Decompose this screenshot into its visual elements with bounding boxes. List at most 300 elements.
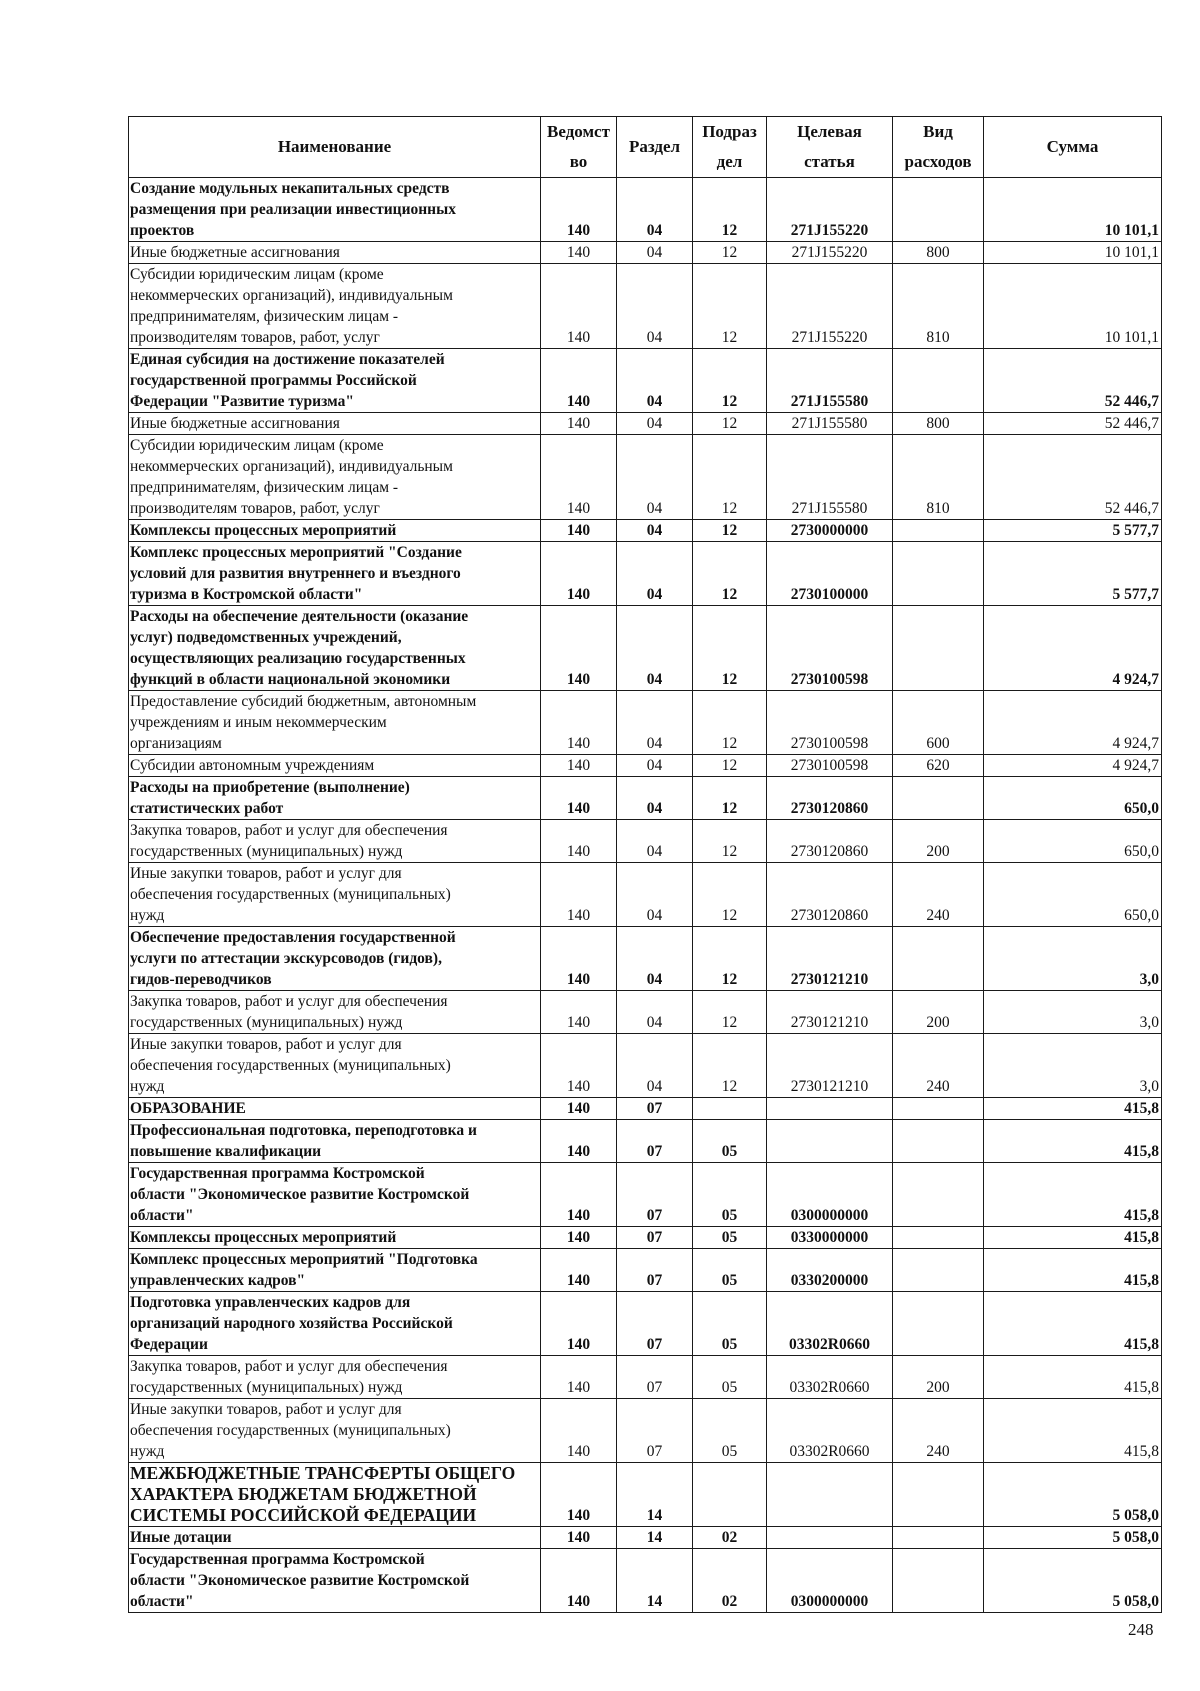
cell-section: 04: [617, 242, 693, 264]
cell-name: [129, 777, 541, 820]
cell-name-line: Федерации "Развитие туризма": [130, 393, 354, 410]
table-row: [129, 520, 1162, 542]
cell-amount: 4 924,7: [984, 755, 1162, 777]
cell-amount: 10 101,1: [984, 178, 1162, 242]
cell-name-line: предпринимателям, физическим лицам -: [130, 308, 399, 325]
cell-subsection: 12: [693, 1034, 767, 1098]
cell-name: [129, 1399, 541, 1463]
cell-name-line: повышение квалификации: [130, 1143, 322, 1160]
cell-target-article: 2730100598: [767, 691, 893, 755]
cell-name-line: Профессиональная подготовка, переподготовка и: [130, 1122, 477, 1139]
table-row: [129, 1399, 1162, 1463]
cell-name-line: осуществляющих реализацию государственных: [130, 650, 466, 667]
table-row: [129, 755, 1162, 777]
header-expense-type: [893, 117, 984, 178]
cell-name: [129, 1292, 541, 1356]
cell-name: [129, 606, 541, 691]
cell-name: [129, 178, 541, 242]
table-row: [129, 691, 1162, 755]
cell-amount: 3,0: [984, 991, 1162, 1034]
table-row: [129, 1527, 1162, 1549]
cell-name-line: Закупка товаров, работ и услуг для обеспечения: [130, 1358, 448, 1375]
cell-section: 04: [617, 264, 693, 349]
cell-amount: 650,0: [984, 863, 1162, 927]
table-body: [129, 178, 1162, 1613]
cell-name: [129, 1034, 541, 1098]
cell-name-line: нужд: [130, 1443, 165, 1460]
cell-subsection: 05: [693, 1120, 767, 1163]
cell-target-article: 271J155580: [767, 349, 893, 413]
cell-amount: 415,8: [984, 1356, 1162, 1399]
cell-section: 14: [617, 1527, 693, 1549]
cell-name: [129, 413, 541, 435]
cell-amount: 52 446,7: [984, 435, 1162, 520]
table-row: [129, 542, 1162, 606]
cell-expense-type: [893, 542, 984, 606]
table-row: [129, 1356, 1162, 1399]
cell-name-line: государственных (муниципальных) нужд: [130, 843, 403, 860]
cell-department: 140: [541, 1249, 617, 1292]
cell-expense-type: 810: [893, 264, 984, 349]
cell-name-line: Единая субсидия на достижение показателей: [130, 351, 445, 368]
cell-section: 04: [617, 755, 693, 777]
cell-name: [129, 264, 541, 349]
cell-subsection: 05: [693, 1227, 767, 1249]
table-row: [129, 1034, 1162, 1098]
cell-department: 140: [541, 755, 617, 777]
cell-name-line: Субсидии автономным учреждениям: [130, 757, 375, 774]
cell-name-line: ХАРАКТЕРА БЮДЖЕТАМ БЮДЖЕТНОЙ: [130, 1484, 477, 1504]
cell-section: 07: [617, 1399, 693, 1463]
cell-amount: 10 101,1: [984, 264, 1162, 349]
cell-expense-type: 600: [893, 691, 984, 755]
cell-name: [129, 242, 541, 264]
cell-name-line: МЕЖБЮДЖЕТНЫЕ ТРАНСФЕРТЫ ОБЩЕГО: [130, 1463, 516, 1483]
table-row: [129, 1292, 1162, 1356]
cell-section: 04: [617, 927, 693, 991]
cell-name: [129, 1463, 541, 1527]
cell-amount: 3,0: [984, 1034, 1162, 1098]
cell-expense-type: 810: [893, 435, 984, 520]
cell-subsection: 12: [693, 264, 767, 349]
cell-name-line: Иные закупки товаров, работ и услуг для: [130, 1401, 402, 1418]
cell-name-line: услуги по аттестации экскурсоводов (гидов),: [130, 950, 442, 967]
cell-name-line: туризма в Костромской области": [130, 586, 363, 603]
table-row: [129, 1463, 1162, 1527]
cell-target-article: 271J155220: [767, 178, 893, 242]
cell-name-line: учреждениям и иным некоммерческим: [130, 714, 387, 731]
cell-name-line: области "Экономическое развитие Костромской: [130, 1572, 470, 1589]
cell-name-line: проектов: [130, 222, 195, 239]
header-name: [129, 117, 541, 178]
cell-name-line: СИСТЕМЫ РОССИЙСКОЙ ФЕДЕРАЦИИ: [130, 1505, 477, 1525]
table-row: [129, 435, 1162, 520]
table-row: [129, 349, 1162, 413]
cell-target-article: 03302R0660: [767, 1399, 893, 1463]
cell-expense-type: 200: [893, 820, 984, 863]
header-section-line: Раздел: [628, 137, 681, 156]
cell-name-line: государственных (муниципальных) нужд: [130, 1014, 403, 1031]
cell-name-line: управленческих кадров": [130, 1272, 306, 1289]
cell-name-line: нужд: [130, 907, 165, 924]
table-header-row: [129, 117, 1162, 178]
cell-name-line: условий для развития внутреннего и въездного: [130, 565, 461, 582]
cell-name: [129, 542, 541, 606]
cell-amount: 52 446,7: [984, 413, 1162, 435]
cell-subsection: [693, 1463, 767, 1527]
cell-department: 140: [541, 1549, 617, 1613]
cell-name-line: области "Экономическое развитие Костромской: [130, 1186, 470, 1203]
cell-department: 140: [541, 927, 617, 991]
header-department-line-1: Ведомст: [547, 122, 610, 141]
cell-section: 07: [617, 1227, 693, 1249]
page-number: 248: [1128, 1620, 1154, 1639]
cell-subsection: 12: [693, 435, 767, 520]
cell-name-line: Комплексы процессных мероприятий: [130, 1229, 397, 1246]
cell-section: 04: [617, 520, 693, 542]
cell-amount: 5 577,7: [984, 520, 1162, 542]
cell-target-article: 0330000000: [767, 1227, 893, 1249]
cell-name: [129, 1163, 541, 1227]
cell-name-line: Расходы на обеспечение деятельности (оказание: [130, 608, 469, 625]
cell-expense-type: 800: [893, 242, 984, 264]
cell-department: 140: [541, 520, 617, 542]
cell-subsection: 05: [693, 1356, 767, 1399]
cell-department: 140: [541, 413, 617, 435]
cell-target-article: 2730121210: [767, 991, 893, 1034]
header-subsection-line-2: дел: [716, 152, 743, 171]
header-amount-line: Сумма: [1046, 137, 1099, 156]
cell-amount: 415,8: [984, 1120, 1162, 1163]
cell-expense-type: [893, 606, 984, 691]
cell-section: 04: [617, 820, 693, 863]
cell-section: 07: [617, 1120, 693, 1163]
cell-section: 14: [617, 1463, 693, 1527]
cell-name-line: области": [130, 1593, 194, 1610]
cell-name-line: государственных (муниципальных) нужд: [130, 1379, 403, 1396]
header-name-line: Наименование: [277, 137, 392, 156]
cell-subsection: 12: [693, 691, 767, 755]
budget-table: [128, 116, 1162, 1613]
cell-target-article: 0330200000: [767, 1249, 893, 1292]
cell-section: 07: [617, 1292, 693, 1356]
cell-target-article: 2730120860: [767, 777, 893, 820]
table-row: [129, 264, 1162, 349]
table-row: [129, 242, 1162, 264]
cell-amount: 415,8: [984, 1292, 1162, 1356]
cell-subsection: 05: [693, 1163, 767, 1227]
cell-expense-type: [893, 927, 984, 991]
cell-target-article: 2730100598: [767, 755, 893, 777]
cell-amount: 5 058,0: [984, 1549, 1162, 1613]
cell-department: 140: [541, 1227, 617, 1249]
cell-name-line: Обеспечение предоставления государственной: [130, 929, 456, 946]
cell-expense-type: 620: [893, 755, 984, 777]
cell-department: 140: [541, 349, 617, 413]
cell-target-article: 271J155220: [767, 264, 893, 349]
cell-expense-type: [893, 1527, 984, 1549]
cell-target-article: 2730121210: [767, 927, 893, 991]
cell-amount: 3,0: [984, 927, 1162, 991]
cell-expense-type: [893, 1549, 984, 1613]
cell-name-line: организаций народного хозяйства Российской: [130, 1315, 453, 1332]
table-row: [129, 1163, 1162, 1227]
cell-name-line: некоммерческих организаций), индивидуальным: [130, 458, 453, 475]
cell-amount: 10 101,1: [984, 242, 1162, 264]
table-row: [129, 178, 1162, 242]
cell-target-article: 2730100598: [767, 606, 893, 691]
header-target-article-line-1: Целевая: [797, 122, 862, 141]
cell-amount: 650,0: [984, 777, 1162, 820]
cell-section: 04: [617, 863, 693, 927]
header-section: [617, 117, 693, 178]
cell-target-article: [767, 1527, 893, 1549]
cell-expense-type: 240: [893, 863, 984, 927]
cell-subsection: 12: [693, 178, 767, 242]
cell-name-line: предпринимателям, физическим лицам -: [130, 479, 399, 496]
cell-expense-type: [893, 777, 984, 820]
cell-amount: 52 446,7: [984, 349, 1162, 413]
cell-expense-type: [893, 1463, 984, 1527]
header-subsection-line-1: Подраз: [702, 122, 757, 141]
cell-name: [129, 435, 541, 520]
cell-department: 140: [541, 1163, 617, 1227]
cell-subsection: 12: [693, 777, 767, 820]
cell-expense-type: 800: [893, 413, 984, 435]
cell-name-line: Закупка товаров, работ и услуг для обеспечения: [130, 822, 448, 839]
cell-target-article: 0300000000: [767, 1549, 893, 1613]
cell-name: [129, 349, 541, 413]
cell-amount: 5 577,7: [984, 542, 1162, 606]
cell-name-line: обеспечения государственных (муниципальных): [130, 886, 451, 903]
cell-target-article: 271J155580: [767, 413, 893, 435]
table-row: [129, 413, 1162, 435]
cell-subsection: 12: [693, 413, 767, 435]
cell-name-line: производителям товаров, работ, услуг: [130, 500, 380, 517]
cell-name: [129, 820, 541, 863]
cell-subsection: 02: [693, 1527, 767, 1549]
cell-amount: 415,8: [984, 1098, 1162, 1120]
header-department: [541, 117, 617, 178]
cell-amount: 4 924,7: [984, 691, 1162, 755]
table-row: [129, 777, 1162, 820]
cell-subsection: 12: [693, 755, 767, 777]
cell-name-line: ОБРАЗОВАНИЕ: [130, 1100, 246, 1117]
cell-name-line: государственной программы Российской: [130, 372, 417, 389]
cell-subsection: 12: [693, 820, 767, 863]
cell-name: [129, 1356, 541, 1399]
cell-amount: 650,0: [984, 820, 1162, 863]
cell-subsection: 05: [693, 1399, 767, 1463]
cell-name-line: производителям товаров, работ, услуг: [130, 329, 380, 346]
cell-section: 04: [617, 691, 693, 755]
cell-name-line: Субсидии юридическим лицам (кроме: [130, 266, 384, 283]
cell-name-line: Комплекс процессных мероприятий "Создание: [130, 544, 462, 561]
cell-target-article: 2730120860: [767, 820, 893, 863]
cell-subsection: 12: [693, 542, 767, 606]
cell-name-line: Создание модульных некапитальных средств: [130, 180, 450, 197]
cell-target-article: 2730100000: [767, 542, 893, 606]
cell-target-article: 03302R0660: [767, 1356, 893, 1399]
cell-expense-type: [893, 1163, 984, 1227]
cell-department: 140: [541, 691, 617, 755]
cell-target-article: 2730121210: [767, 1034, 893, 1098]
cell-expense-type: [893, 349, 984, 413]
cell-section: 04: [617, 435, 693, 520]
cell-subsection: 12: [693, 991, 767, 1034]
cell-subsection: 05: [693, 1292, 767, 1356]
cell-department: 140: [541, 1399, 617, 1463]
cell-name: [129, 1249, 541, 1292]
cell-department: 140: [541, 1120, 617, 1163]
cell-subsection: 12: [693, 520, 767, 542]
cell-subsection: 12: [693, 349, 767, 413]
cell-name-line: гидов-переводчиков: [130, 971, 272, 988]
cell-section: 04: [617, 1034, 693, 1098]
cell-subsection: 12: [693, 606, 767, 691]
cell-amount: 4 924,7: [984, 606, 1162, 691]
cell-department: 140: [541, 991, 617, 1034]
cell-expense-type: 200: [893, 991, 984, 1034]
cell-department: 140: [541, 1034, 617, 1098]
cell-department: 140: [541, 435, 617, 520]
cell-section: 04: [617, 777, 693, 820]
cell-subsection: 05: [693, 1249, 767, 1292]
cell-name-line: Закупка товаров, работ и услуг для обеспечения: [130, 993, 448, 1010]
cell-department: 140: [541, 1527, 617, 1549]
cell-expense-type: 240: [893, 1399, 984, 1463]
cell-target-article: 2730000000: [767, 520, 893, 542]
cell-section: 04: [617, 606, 693, 691]
header-department-line-2: во: [569, 152, 588, 171]
cell-amount: 415,8: [984, 1227, 1162, 1249]
cell-amount: 415,8: [984, 1249, 1162, 1292]
cell-section: 04: [617, 542, 693, 606]
cell-name-line: Иные бюджетные ассигнования: [130, 244, 340, 261]
cell-department: 140: [541, 1098, 617, 1120]
cell-department: 140: [541, 606, 617, 691]
cell-subsection: 12: [693, 927, 767, 991]
header-expense-type-line-1: Вид: [923, 122, 953, 141]
cell-target-article: [767, 1463, 893, 1527]
cell-subsection: 02: [693, 1549, 767, 1613]
cell-target-article: 271J155580: [767, 435, 893, 520]
cell-name: [129, 991, 541, 1034]
cell-department: 140: [541, 1356, 617, 1399]
cell-name-line: Субсидии юридическим лицам (кроме: [130, 437, 384, 454]
cell-section: 07: [617, 1249, 693, 1292]
header-subsection: [693, 117, 767, 178]
cell-expense-type: 200: [893, 1356, 984, 1399]
cell-section: 07: [617, 1098, 693, 1120]
cell-target-article: [767, 1098, 893, 1120]
header-expense-type-line-2: расходов: [904, 152, 972, 171]
cell-name: [129, 863, 541, 927]
cell-name-line: услуг) подведомственных учреждений,: [130, 629, 402, 646]
cell-target-article: 03302R0660: [767, 1292, 893, 1356]
cell-name-line: Предоставление субсидий бюджетным, автономным: [130, 693, 477, 710]
cell-expense-type: [893, 178, 984, 242]
cell-name: [129, 1120, 541, 1163]
table-row: [129, 1098, 1162, 1120]
table-row: [129, 991, 1162, 1034]
header-target-article-line-2: статья: [804, 152, 855, 171]
cell-name-line: Федерации: [130, 1336, 208, 1353]
cell-name-line: размещения при реализации инвестиционных: [130, 201, 456, 218]
cell-subsection: 12: [693, 242, 767, 264]
cell-name-line: Комплексы процессных мероприятий: [130, 522, 397, 539]
cell-department: 140: [541, 777, 617, 820]
cell-name: [129, 1098, 541, 1120]
cell-section: 04: [617, 991, 693, 1034]
cell-department: 140: [541, 863, 617, 927]
cell-department: 140: [541, 264, 617, 349]
cell-expense-type: [893, 1249, 984, 1292]
table-row: [129, 1227, 1162, 1249]
cell-name-line: нужд: [130, 1078, 165, 1095]
cell-name-line: статистических работ: [130, 800, 284, 817]
cell-expense-type: [893, 520, 984, 542]
header-amount: [984, 117, 1162, 178]
cell-name: [129, 755, 541, 777]
cell-name-line: Подготовка управленческих кадров для: [130, 1294, 411, 1311]
cell-department: 140: [541, 542, 617, 606]
cell-section: 04: [617, 178, 693, 242]
cell-target-article: 271J155220: [767, 242, 893, 264]
cell-department: 140: [541, 1292, 617, 1356]
cell-name-line: функций в области национальной экономики: [130, 671, 451, 688]
cell-name-line: Расходы на приобретение (выполнение): [130, 779, 410, 796]
cell-department: 140: [541, 820, 617, 863]
table-row: [129, 1549, 1162, 1613]
cell-name-line: Государственная программа Костромской: [130, 1165, 425, 1182]
cell-section: 04: [617, 413, 693, 435]
cell-name-line: обеспечения государственных (муниципальных): [130, 1422, 451, 1439]
cell-section: 04: [617, 349, 693, 413]
cell-name: [129, 1527, 541, 1549]
cell-name-line: некоммерческих организаций), индивидуальным: [130, 287, 453, 304]
cell-name-line: области": [130, 1207, 194, 1224]
cell-department: 140: [541, 242, 617, 264]
cell-expense-type: 240: [893, 1034, 984, 1098]
table-row: [129, 1249, 1162, 1292]
cell-section: 14: [617, 1549, 693, 1613]
table-row: [129, 927, 1162, 991]
cell-subsection: [693, 1098, 767, 1120]
cell-name-line: Иные закупки товаров, работ и услуг для: [130, 1036, 402, 1053]
cell-amount: 415,8: [984, 1163, 1162, 1227]
cell-expense-type: [893, 1120, 984, 1163]
cell-name: [129, 927, 541, 991]
cell-subsection: 12: [693, 863, 767, 927]
cell-name: [129, 691, 541, 755]
cell-expense-type: [893, 1227, 984, 1249]
table-row: [129, 1120, 1162, 1163]
cell-target-article: 2730120860: [767, 863, 893, 927]
cell-name-line: Комплекс процессных мероприятий "Подготовка: [130, 1251, 478, 1268]
cell-department: 140: [541, 178, 617, 242]
cell-amount: 5 058,0: [984, 1463, 1162, 1527]
cell-name-line: обеспечения государственных (муниципальных): [130, 1057, 451, 1074]
cell-name: [129, 1549, 541, 1613]
cell-name-line: Иные дотации: [130, 1529, 232, 1546]
cell-target-article: 0300000000: [767, 1163, 893, 1227]
table-row: [129, 863, 1162, 927]
cell-name-line: Государственная программа Костромской: [130, 1551, 425, 1568]
cell-section: 07: [617, 1356, 693, 1399]
cell-name: [129, 520, 541, 542]
header-target-article: [767, 117, 893, 178]
